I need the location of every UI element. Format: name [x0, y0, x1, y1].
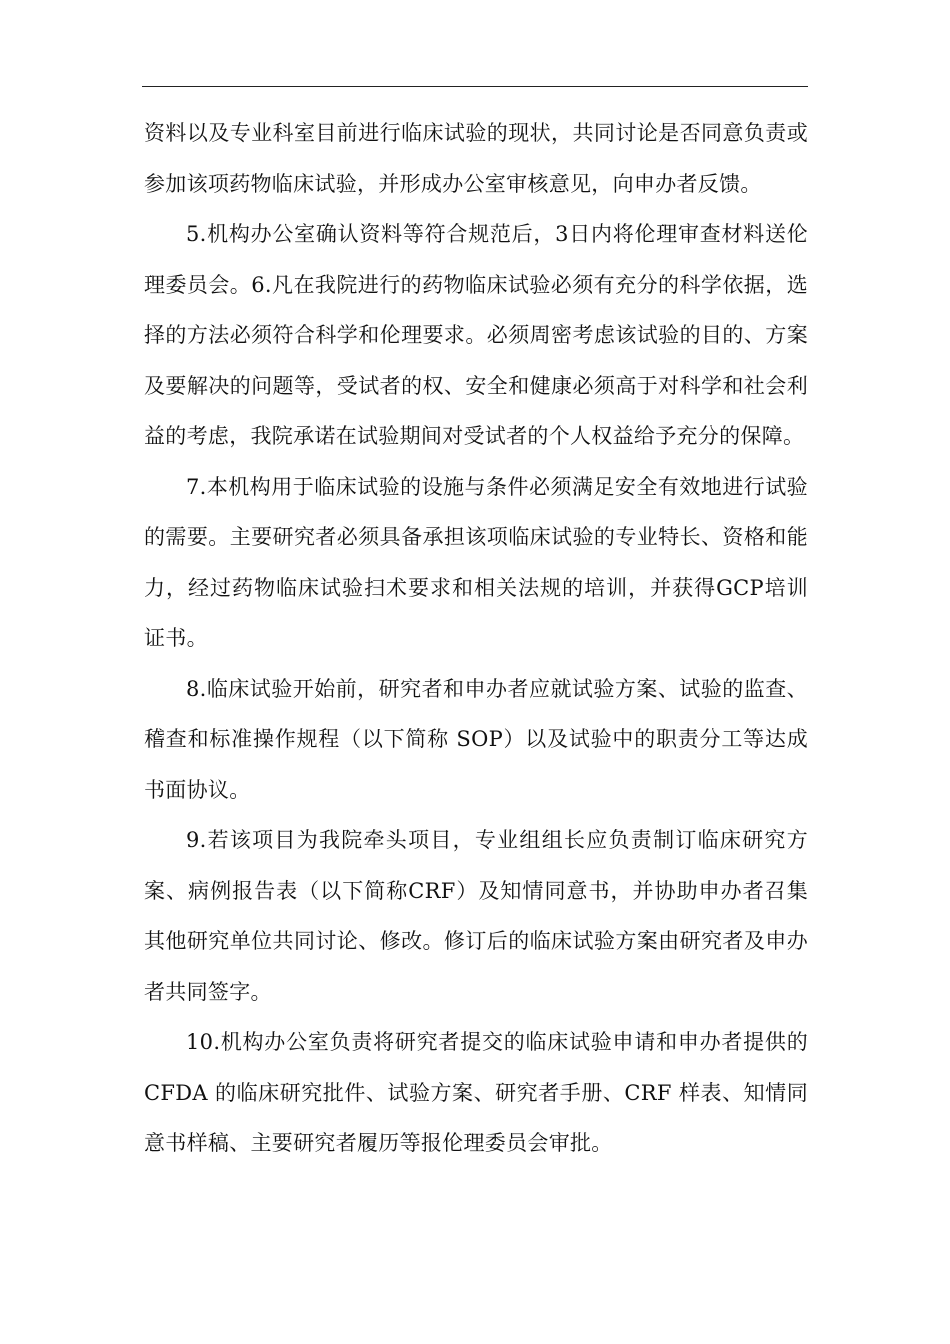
paragraph-item-5-6: 5.机构办公室确认资料等符合规范后，3日内将伦理审查材料送伦理委员会。6.凡在我院进行的药物临床试验必须有充分的科学依据，选择的方法必须符合科学和伦理要求。必须周密考虑该试验的目的、方案及要解决的问题等，受试者的权、安全和健康必须高于对科学和社会利益的考虑，我院承诺在试验期间对受试者的个人权益给予充分的保障。 [144, 222, 808, 448]
document-body [144, 108, 808, 1169]
header-rule [142, 86, 808, 87]
paragraph-item-7: 7.本机构用于临床试验的设施与条件必须满足安全有效地进行试验的需要。主要研究者必须具备承担该项临床试验的专业特长、资格和能力，经过药物临床试验扫术要求和相关法规的培训，并获得GCP培训证书。 [144, 474, 808, 650]
paragraph-item-8: 8.临床试验开始前，研究者和申办者应就试验方案、试验的监查、稽查和标准操作规程（以下简称 SOP）以及试验中的职责分工等达成书面协议。 [144, 676, 808, 802]
paragraph-item-9: 9.若该项目为我院牵头项目，专业组组长应负责制订临床研究方案、病例报告表（以下简称CRF）及知情同意书，并协助申办者召集其他研究单位共同讨论、修改。修订后的临床试验方案由研究者及申办者共同签字。 [144, 828, 808, 1004]
paragraph-item-10: 10.机构办公室负责将研究者提交的临床试验申请和申办者提供的 CFDA 的临床研究批件、试验方案、研究者手册、CRF 样表、知情同意书样稿、主要研究者履历等报伦理委员会审批。 [144, 1030, 808, 1155]
paragraph-continuation: 资料以及专业科室目前进行临床试验的现状，共同讨论是否同意负责或参加该项药物临床试验，并形成办公室审核意见，向申办者反馈。 [144, 121, 808, 196]
